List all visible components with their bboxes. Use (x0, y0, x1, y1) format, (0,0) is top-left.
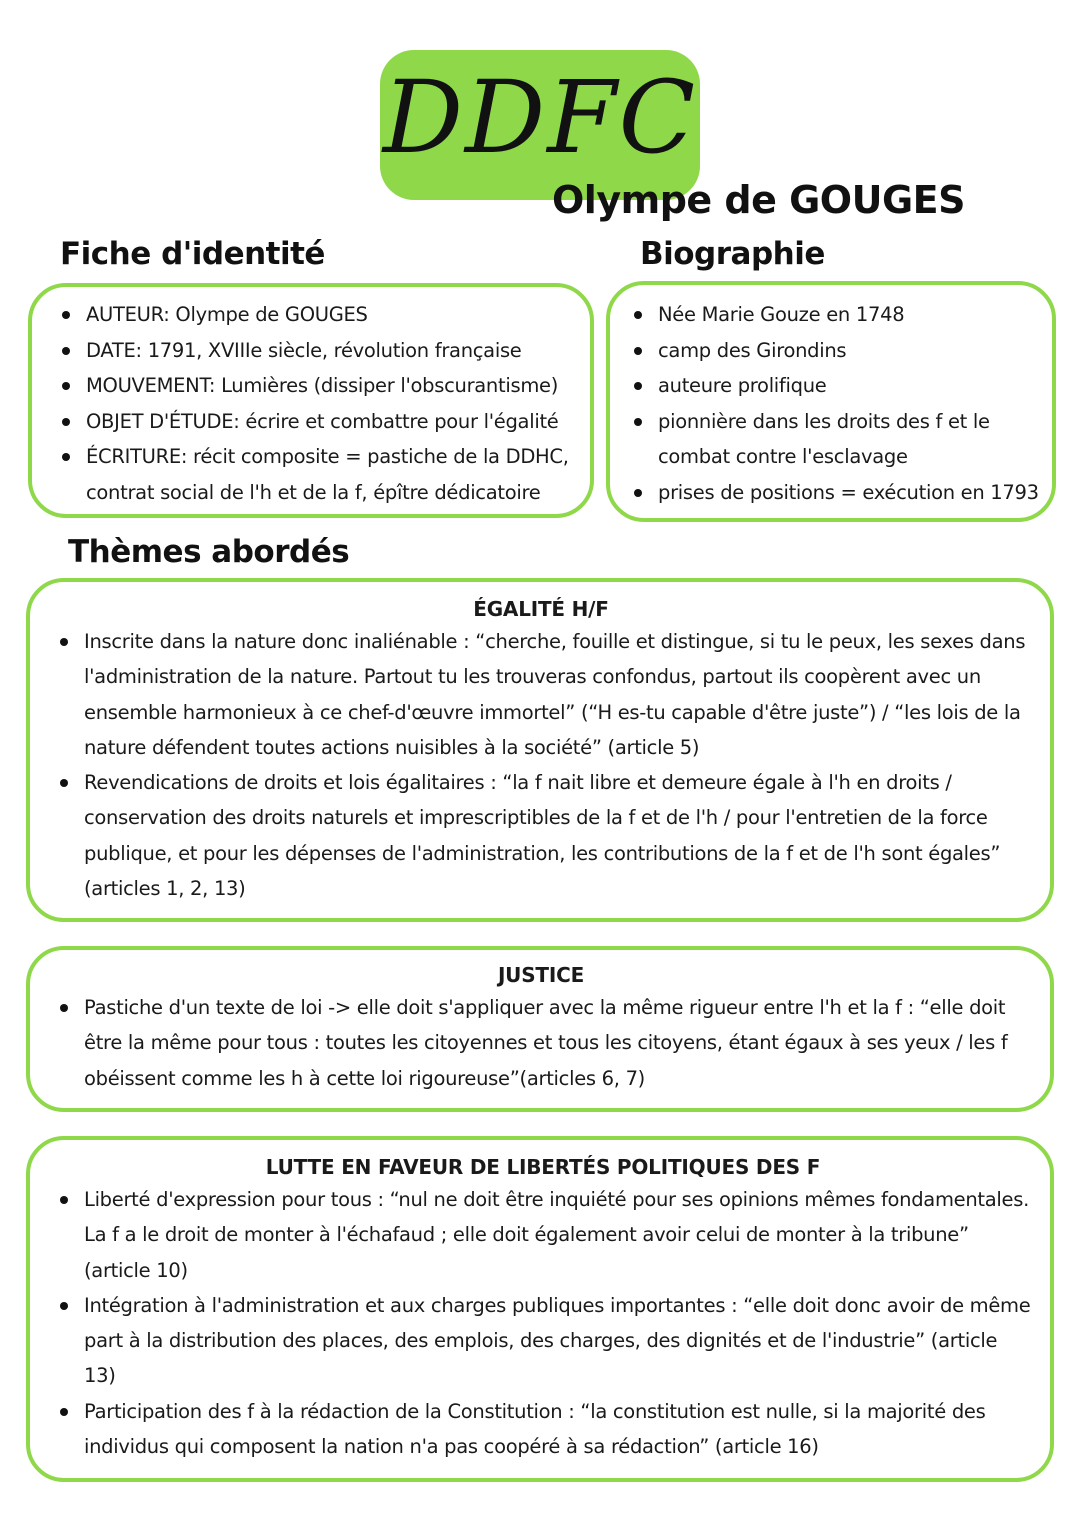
list-item: Intégration à l'administration et aux charges publiques importantes : “elle doit donc avoir de même part à la distribution des places, des emplois, des charges, des dignités et de l'industrie” (article 13) (52, 1288, 1034, 1394)
list-item: Participation des f à la rédaction de la Constitution : “la constitution est nulle, si la majorité des individus qui composent la nation n'a pas coopéré à sa rédaction” (article 16) (52, 1394, 1034, 1465)
identity-item-movement: MOUVEMENT: Lumières (dissiper l'obscurantisme) (54, 368, 580, 404)
identity-item-study: OBJET D'ÉTUDE: écrire et combattre pour l'égalité (54, 404, 580, 440)
biography-item-prolific: auteure prolifique (626, 368, 1042, 404)
theme-title-political-freedoms: LUTTE EN FAVEUR DE LIBERTÉS POLITIQUES DES F (265, 1155, 821, 1179)
identity-item-author: AUTEUR: Olympe de GOUGES (54, 297, 580, 333)
list-item: Liberté d'expression pour tous : “nul ne doit être inquiété pour ses opinions mêmes fondamentales. La f a le droit de monter à l'échafaud ; elle doit également avoir celui de monter à la tribune” (article 10) (52, 1182, 1034, 1288)
identity-list (54, 297, 580, 510)
theme-title-equality: ÉGALITÉ H/F (473, 597, 609, 621)
biography-item-birth: Née Marie Gouze en 1748 (626, 297, 1042, 333)
themes-heading: Thèmes abordés (68, 534, 350, 570)
theme-list-political-freedoms (52, 1182, 1034, 1464)
biography-list (626, 297, 1042, 510)
biography-heading: Biographie (640, 236, 825, 272)
theme-card-equality (26, 578, 1054, 922)
page-title: DDFC (382, 59, 698, 176)
theme-title-justice: JUSTICE (497, 963, 585, 987)
biography-item-execution: prises de positions = exécution en 1793 (626, 475, 1042, 511)
identity-heading: Fiche d'identité (60, 236, 325, 272)
theme-list-equality (52, 624, 1030, 906)
author-name: Olympe de GOUGES (552, 178, 965, 222)
identity-item-writing: ÉCRITURE: récit composite = pastiche de la DDHC, contrat social de l'h et de la f, épître dédicatoire (54, 439, 580, 510)
biography-item-pioneer: pionnière dans les droits des f et le combat contre l'esclavage (626, 404, 1042, 475)
list-item: Inscrite dans la nature donc inaliénable : “cherche, fouille et distingue, si tu le peux, les sexes dans l'administration de la nature. Partout tu les trouveras confondus, partout ils coopèrent avec un ensemble harmonieux à ce chef-d'œuvre immortel” (“H es-tu capable d'être juste”) / “les lois de la nature défendent toutes actions nuisibles à la société” (article 5) (52, 624, 1030, 765)
identity-card (28, 283, 594, 518)
list-item: Revendications de droits et lois égalitaires : “la f nait libre et demeure égale à l'h en droits / conservation des droits naturels et imprescriptibles de la f et de l'h / pour l'entretien de la force publique, et pour les dépenses de l'administration, les contributions de la f et de l'h sont égales” (articles 1, 2, 13) (52, 765, 1030, 906)
identity-item-date: DATE: 1791, XVIIIe siècle, révolution française (54, 333, 580, 369)
theme-list-justice (52, 990, 1030, 1096)
list-item: Pastiche d'un texte de loi -> elle doit s'appliquer avec la même rigueur entre l'h et la f : “elle doit être la même pour tous : toutes les citoyennes et tous les citoyens, étant égaux à ses yeux / les f obéissent comme les h à cette loi rigoureuse”(articles 6, 7) (52, 990, 1030, 1096)
biography-card (606, 281, 1056, 522)
theme-card-justice (26, 946, 1054, 1112)
theme-card-political-freedoms (26, 1136, 1054, 1482)
biography-item-camp: camp des Girondins (626, 333, 1042, 369)
